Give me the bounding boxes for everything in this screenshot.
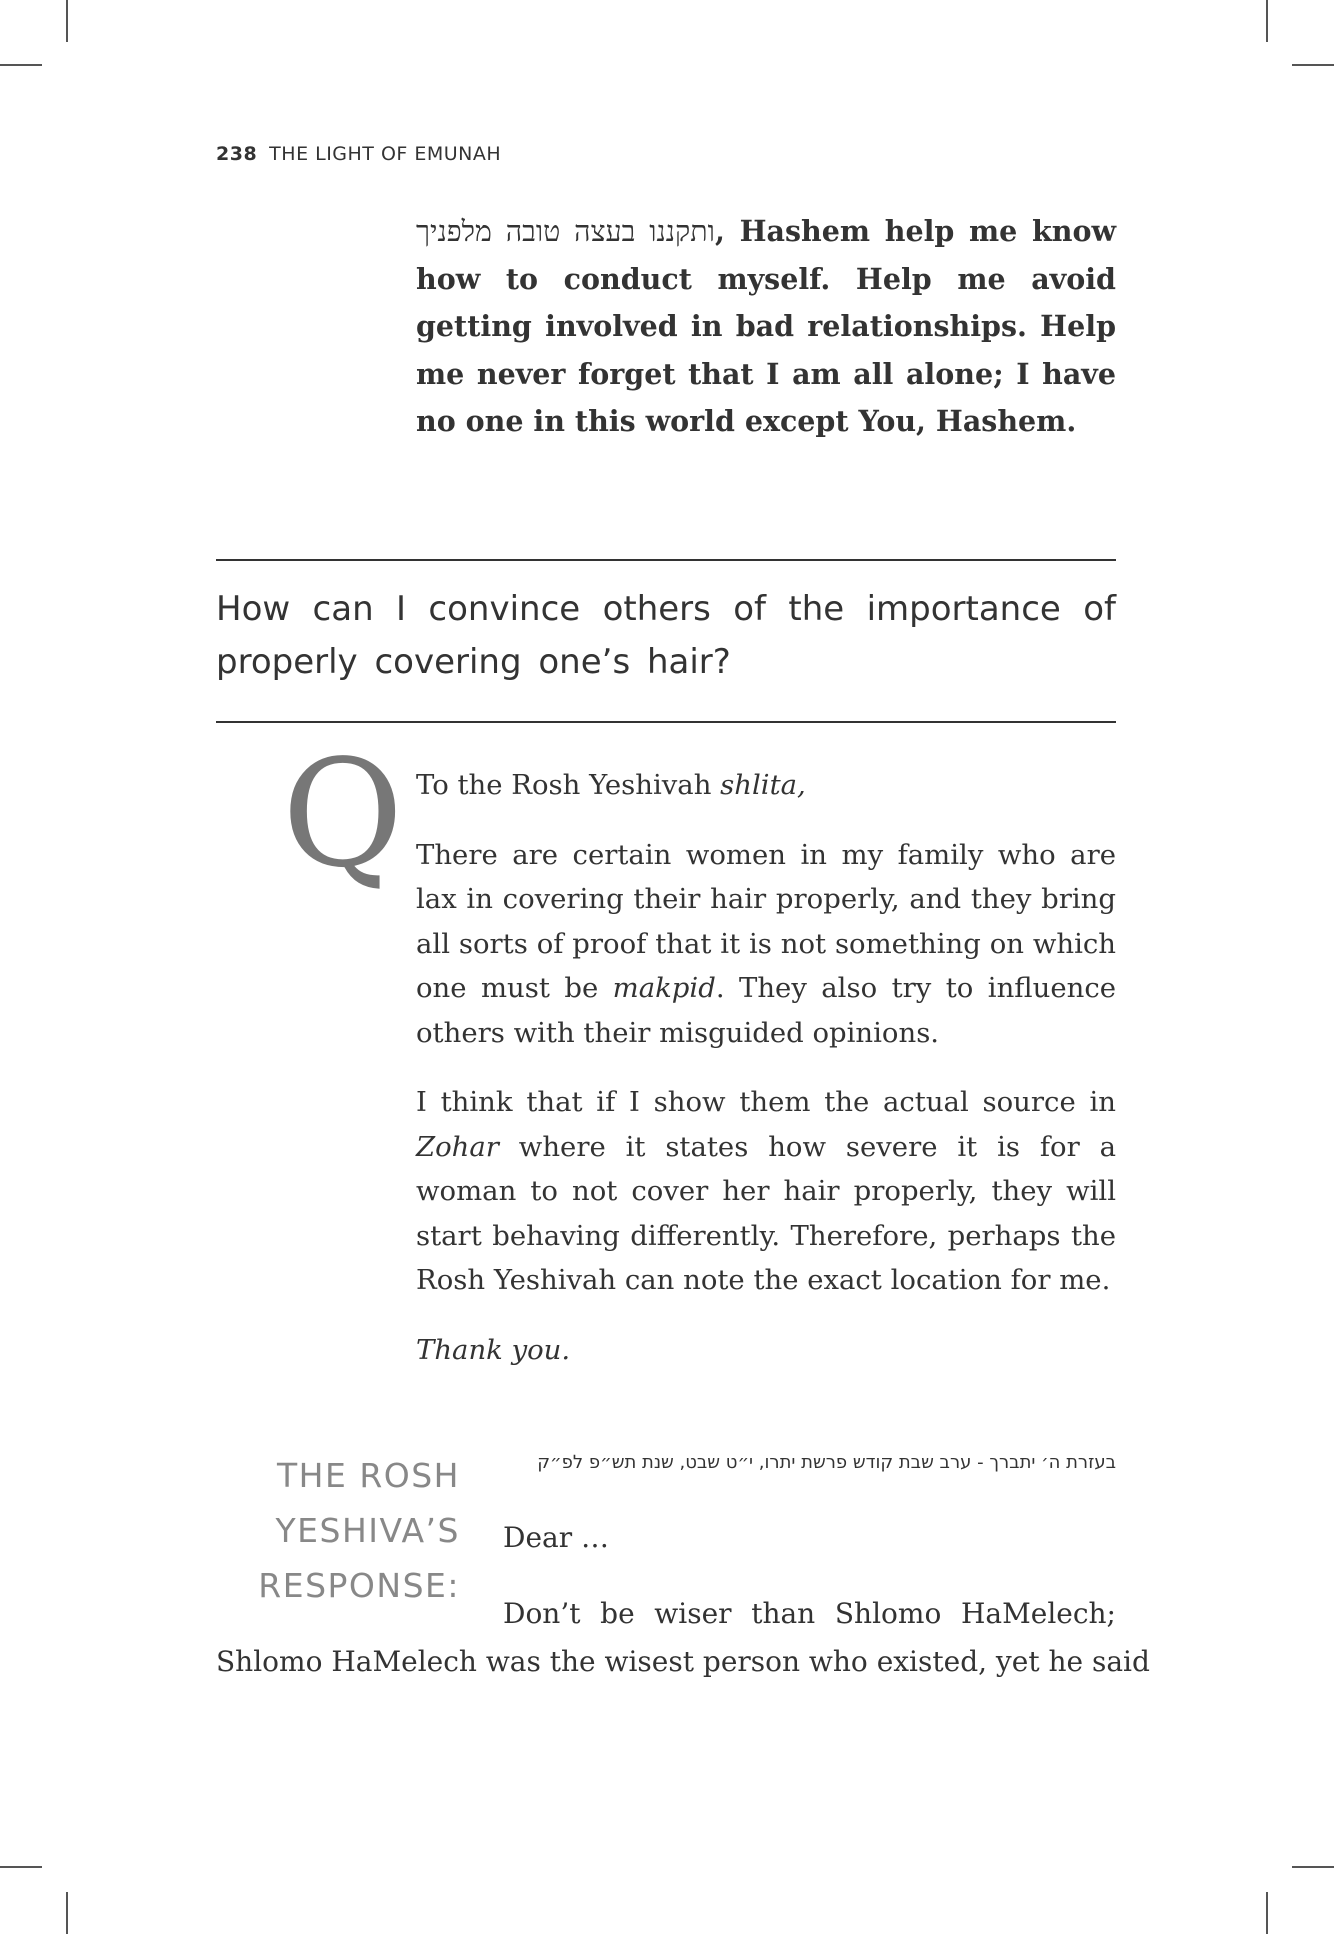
- running-head: [216, 143, 501, 165]
- letter-paragraph-2: [416, 1080, 1116, 1303]
- response-label: [216, 1448, 460, 1613]
- response-text-line-2: Shlomo HaMelech was the wisest person who existed, yet he said: [216, 1645, 1150, 1678]
- crop-mark: [66, 0, 68, 42]
- prayer-hebrew: ותקננו בעצה טובה מלפניך: [416, 215, 715, 248]
- prayer-text: , Hashem help me know how to conduct myself. Help me avoid getting involved in bad relationships. Help me never forget that I am all alone; I have no one in this world except You, Hashem.: [416, 214, 1117, 438]
- book-title: THE LIGHT OF EMUNAH: [269, 143, 502, 165]
- crop-mark: [66, 1892, 68, 1934]
- crop-mark: [1266, 1892, 1268, 1934]
- prayer-paragraph: [416, 208, 1116, 446]
- page-number: 238: [216, 143, 258, 165]
- response-greeting: Dear …: [503, 1521, 609, 1554]
- salutation-text: To the Rosh Yeshivah: [416, 769, 721, 801]
- title-bottom-rule: [216, 721, 1116, 723]
- title-top-rule: [216, 559, 1116, 561]
- crop-mark: [1266, 0, 1268, 42]
- salutation-italic: shlita,: [720, 769, 806, 801]
- letter-paragraph-1: [416, 833, 1116, 1056]
- crop-mark: [0, 1866, 42, 1868]
- crop-mark: [1292, 64, 1334, 66]
- response-label-line: RESPONSE:: [258, 1566, 460, 1605]
- p2-italic: Zohar: [416, 1130, 499, 1163]
- response-label-line: THE ROSH: [277, 1456, 460, 1495]
- question-title: How can I convince others of the importance of properly covering one’s hair?: [216, 589, 1116, 682]
- p1-text: There are certain women in my family who are lax in covering their hair properly, and they bring all sorts of proof that it is not something on which one must be: [416, 838, 1116, 1004]
- hebrew-date-line: בעזרת ה׳ יתברך - ערב שבת קודש פרשת יתרו, י״ט שבט, שנת תש״פ לפ״ק: [537, 1452, 1116, 1473]
- drop-cap-q: Q: [282, 728, 404, 900]
- p1-italic: makpid: [612, 972, 716, 1004]
- p2-text: I think that if I show them the actual source in: [416, 1086, 1116, 1118]
- response-label-line: YESHIVA’S: [275, 1511, 460, 1550]
- p1-text-end: . They also try to influence others with their misguided opinions.: [416, 972, 1116, 1049]
- crop-mark: [0, 64, 42, 66]
- letter-closing: [416, 1328, 1116, 1373]
- letter-salutation: [416, 763, 1116, 808]
- response-text-line-1: Don’t be wiser than Shlomo HaMelech;: [503, 1597, 1116, 1630]
- closing-text: Thank you.: [416, 1333, 571, 1366]
- crop-mark: [1292, 1866, 1334, 1868]
- question-letter: [416, 763, 1116, 1397]
- p2-text-end: where it states how severe it is for a woman to not cover her hair properly, they will start behaving differently. Therefore, perhaps the Rosh Yeshivah can note the exact location for me.: [416, 1130, 1116, 1296]
